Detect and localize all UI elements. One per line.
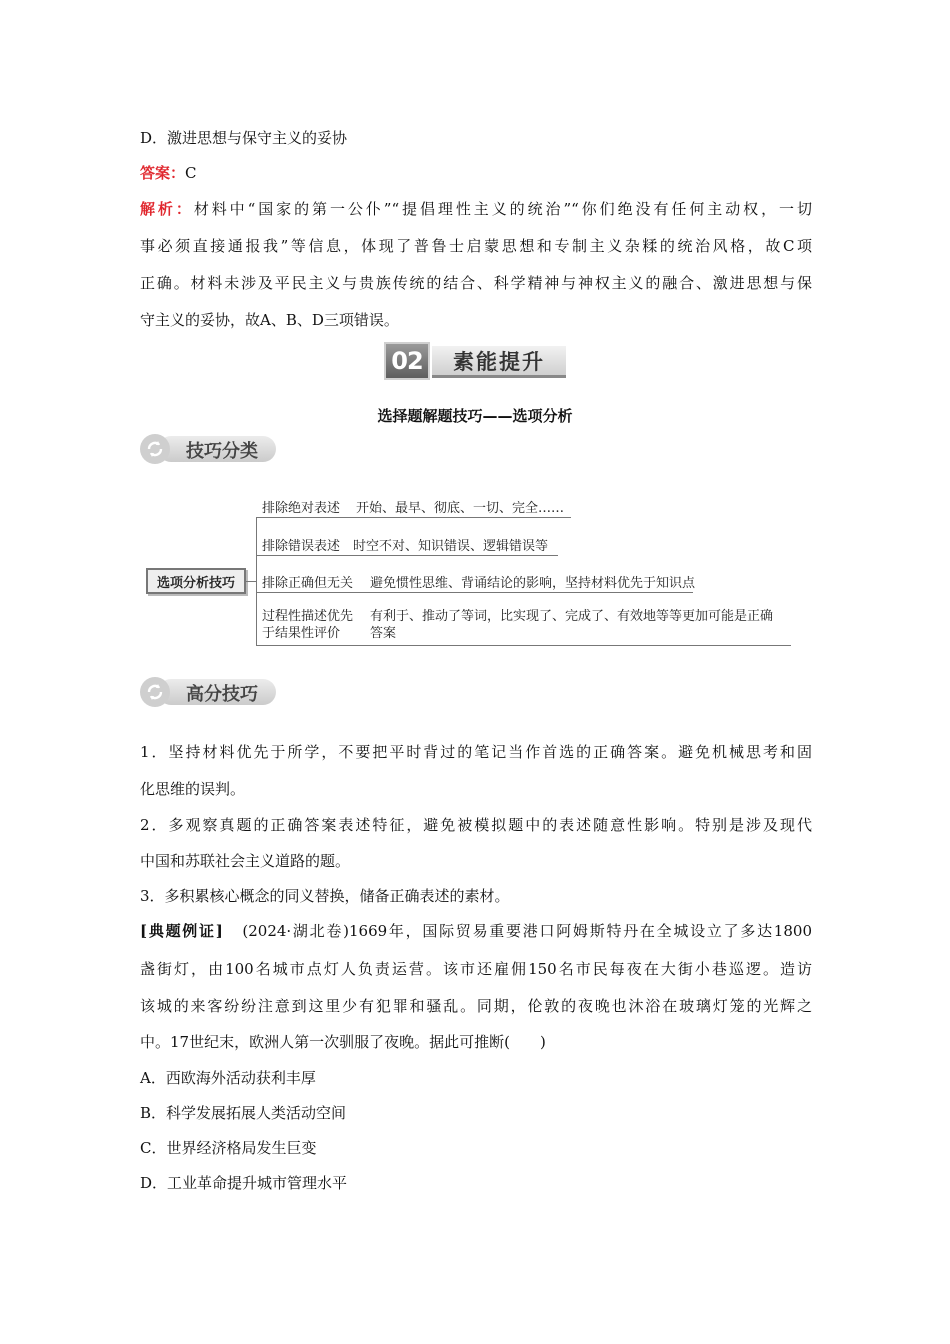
branch-4-label-2: 于结果性评价 bbox=[262, 626, 341, 641]
example-line-2: 盏街灯，由100名城市点灯人负责运营。该市还雇佣150名市民每夜在大街小巷巡逻。造访 bbox=[140, 960, 812, 978]
mindmap-root: 选项分析技巧 bbox=[146, 568, 246, 594]
example-line-4: 中。17世纪末，欧洲人第一次驯服了夜晚。据此可推断( ) bbox=[140, 1033, 546, 1051]
tip-1-line-2: 化思维的误判。 bbox=[140, 780, 246, 798]
tip-2-line-2: 中国和苏联社会主义道路的题。 bbox=[140, 852, 351, 870]
answer-value: C bbox=[185, 164, 197, 182]
tip-3-line-1: 3．多积累核心概念的同义替换，储备正确表述的素材。 bbox=[140, 887, 510, 905]
branch-1-detail: 开始、最早、彻底、一切、完全…… bbox=[356, 501, 565, 516]
example-line-3: 该城的来客纷纷注意到这里少有犯罪和骚乱。同期，伦敦的夜晚也沐浴在玻璃灯笼的光辉之 bbox=[140, 997, 812, 1015]
pill-label: 高分技巧 bbox=[186, 684, 258, 705]
answer bbox=[140, 163, 812, 183]
example-option-b: B．科学发展拓展人类活动空间 bbox=[140, 1104, 347, 1122]
example-option-a: A．西欧海外活动获利丰厚 bbox=[140, 1069, 316, 1087]
tip-1-line-1: 1．坚持材料优先于所学，不要把平时背过的笔记当作首选的正确答案。避免机械思考和固 bbox=[140, 743, 812, 761]
pill-header-classification bbox=[140, 434, 276, 464]
analysis-line-4: 守主义的妥协，故A、B、D三项错误。 bbox=[140, 311, 399, 329]
banner-label: 素能提升 bbox=[432, 346, 566, 378]
analysis-line-2: 事必须直接通报我”等信息，体现了普鲁士启蒙思想和专制主义杂糅的统治风格，故C项 bbox=[140, 237, 812, 255]
branch-4-detail-1: 有利于、推动了等词，比实现了、完成了、有效地等等更加可能是正确 bbox=[370, 609, 774, 624]
example-line-1: [典题例证] (2024·湖北卷)1669年，国际贸易重要港口阿姆斯特丹在全城设立了多达1800 bbox=[140, 922, 812, 940]
pill-header-tips bbox=[140, 677, 276, 707]
pill-label: 技巧分类 bbox=[186, 441, 258, 462]
branch-4-label-1: 过程性描述优先 bbox=[262, 609, 354, 624]
tip-2-line-1: 2．多观察真题的正确答案表述特征，避免被模拟题中的表述随意性影响。特别是涉及现代 bbox=[140, 816, 812, 834]
example-option-d: D．工业革命提升城市管理水平 bbox=[140, 1174, 348, 1192]
branch-3-label: 排除正确但无关 bbox=[262, 576, 354, 591]
answer-label: 答案： bbox=[140, 164, 186, 182]
branch-3-detail: 避免惯性思维、背诵结论的影响，坚持材料优先于知识点 bbox=[370, 576, 696, 591]
option-d: D．激进思想与保守主义的妥协 bbox=[140, 129, 348, 147]
branch-2-label: 排除错误表述 bbox=[262, 539, 341, 554]
refresh-icon bbox=[140, 434, 170, 464]
banner-number: 02 bbox=[384, 342, 430, 380]
analysis-label: 解析： bbox=[140, 200, 194, 218]
section-title: 选择题解题技巧——选项分析 bbox=[377, 407, 573, 425]
example-tag: [典题例证] bbox=[140, 922, 223, 940]
refresh-icon bbox=[140, 677, 170, 707]
analysis-line-1: 解析：材料中“国家的第一公仆”“提倡理性主义的统治”“你们绝没有任何主动权，一切 bbox=[140, 200, 812, 218]
branch-4-detail-2: 答案 bbox=[370, 626, 397, 641]
analysis-line-3: 正确。材料未涉及平民主义与贵族传统的结合、科学精神与神权主义的融合、激进思想与保 bbox=[140, 274, 812, 292]
branch-1-label: 排除绝对表述 bbox=[262, 501, 341, 516]
section-banner bbox=[384, 342, 566, 380]
branch-2-detail: 时空不对、知识错误、逻辑错误等 bbox=[353, 539, 549, 554]
example-option-c: C．世界经济格局发生巨变 bbox=[140, 1139, 317, 1157]
